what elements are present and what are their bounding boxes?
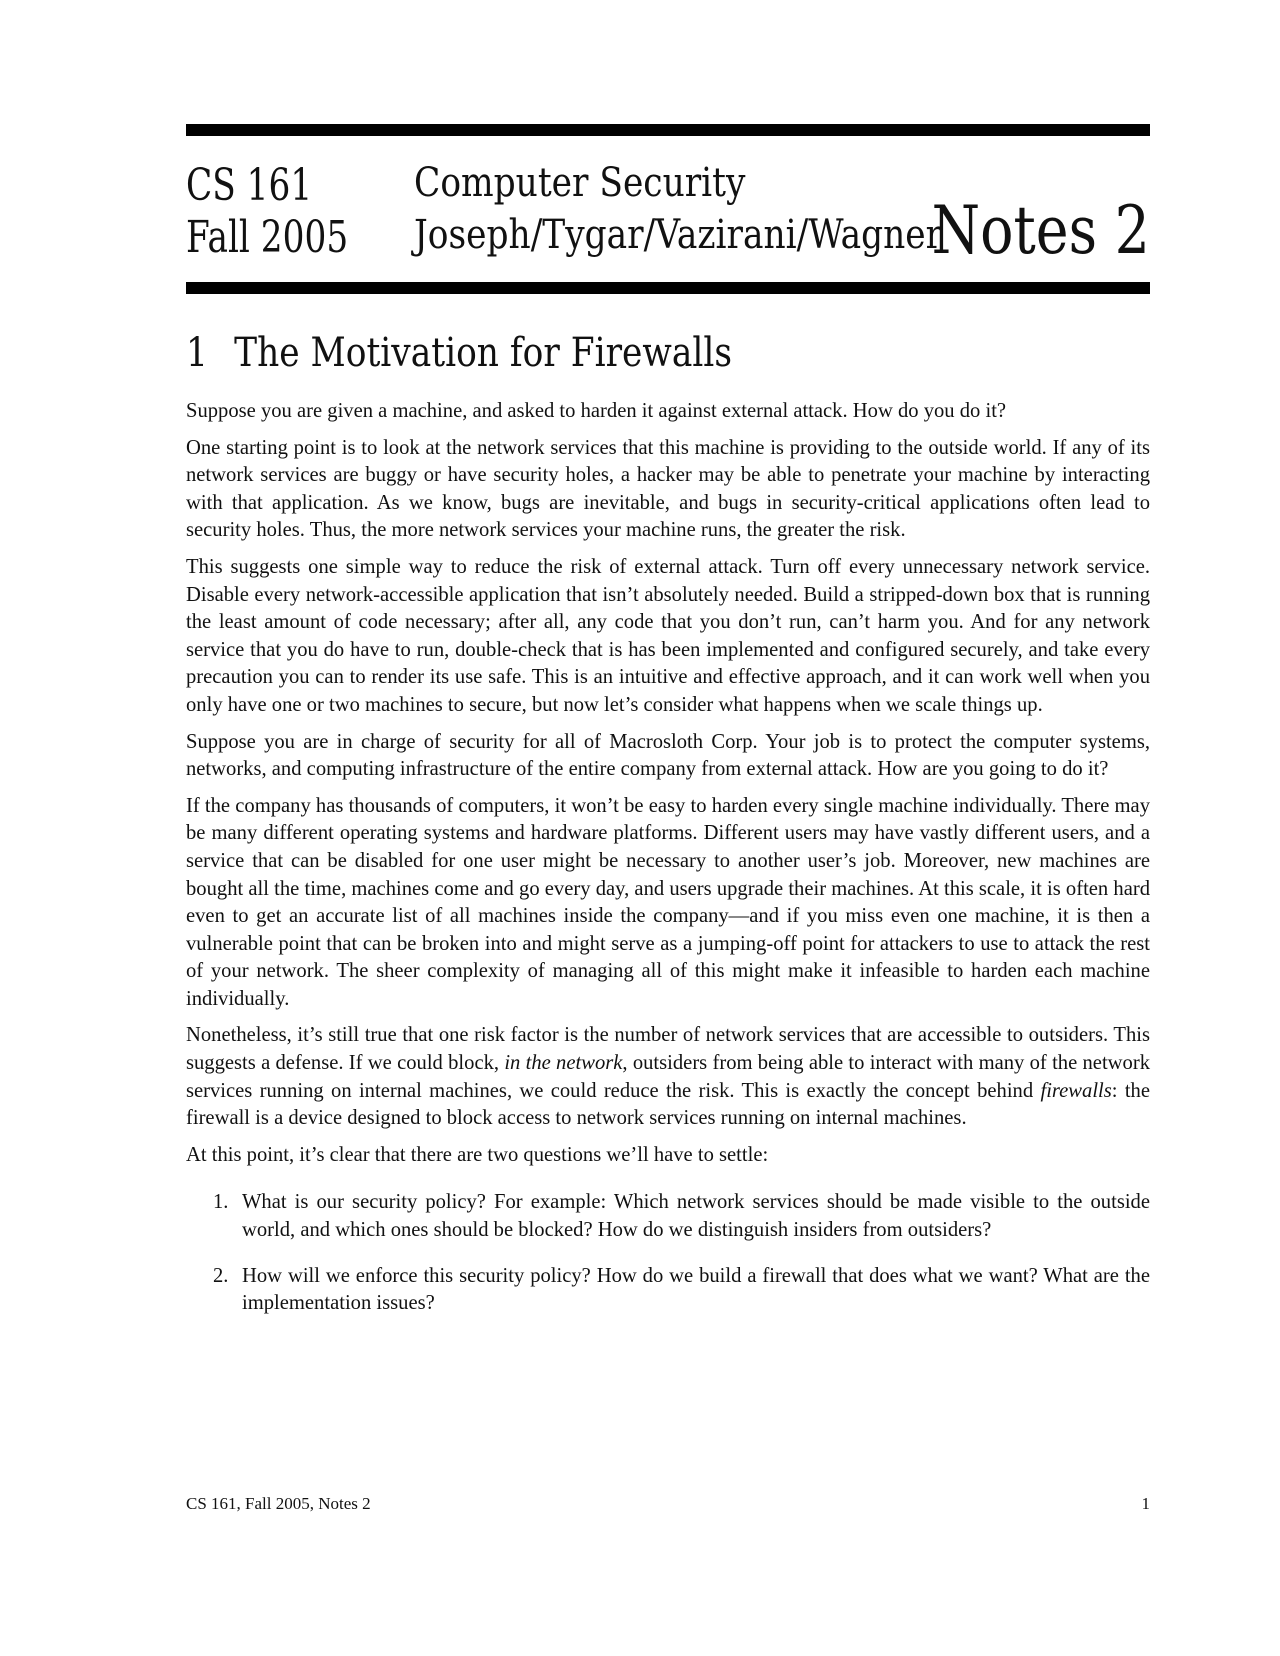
course-authors: Joseph/Tygar/Vazirani/Wagner [414,212,943,258]
paragraph-6-part-3: : the firewall is a device designed to block access to network services running on internal machines. [186,1079,1150,1130]
paragraph-4: Suppose you are in charge of security for all of Macrosloth Corp. Your job is to protect the computer systems, networks, and computing infrastructure of the entire company from external attack. How are you going to do it? [186,730,1150,781]
paragraph-6-part-1: Nonetheless, it’s still true that one risk factor is the number of network services that are accessible to outsiders. This suggests a defense. If we could block, [186,1024,1150,1075]
document-page [186,0,1150,1656]
emphasis-in-the-network: in the network [504,1052,623,1075]
paragraph-2: One starting point is to look at the network services that this machine is providing to the outside world. If any of its network services are buggy or have security holes, a hacker may be able to penetrate your machine by interacting with that application. As we know, bugs are inevitable, and bugs in security-critical applications often lead to security holes. Thus, the more network services your machine runs, the greater the risk. [186,436,1150,542]
list-item [186,1189,1150,1244]
header-bottom-rule [186,282,1150,294]
section-title: The Motivation for Firewalls [234,330,732,376]
course-code: CS 161 [186,160,313,211]
section-heading [186,330,732,376]
paragraph-7: At this point, it’s clear that there are two questions we’ll have to settle: [186,1143,769,1166]
list-item-text: How will we enforce this security policy? How do we build a firewall that does what we want? What are the implementation issues? [242,1264,1150,1315]
list-item-number: 2. [213,1264,229,1287]
paragraph-1: Suppose you are given a machine, and asked to harden it against external attack. How do you do it? [186,400,1007,422]
list-item-number: 1. [213,1191,229,1214]
paragraph-6-part-2: , outsiders from being able to interact with many of the network services running on internal machines, we could reduce the risk. This is exactly the concept behind [186,1052,1150,1102]
page-number: 1 [1141,1494,1150,1513]
header-top-rule [186,124,1150,136]
course-title: Computer Security [414,160,746,206]
emphasis-firewalls: firewalls [1040,1079,1112,1102]
paragraph-5: If the company has thousands of computers, it won’t be easy to harden every single machine individually. There may be many different operating systems and hardware platforms. Different users may have vastly different users, and a service that can be disabled for one user might be necessary to another user’s job. Moreover, new machines are bought all the time, machines come and go every day, and users upgrade their machines. At this scale, it is often hard even to get an accurate list of all machines inside the company—and if you miss even one machine, it is then a vulnerable point that can be broken into and might serve as a jumping-off point for attackers to use to attack the rest of your network. The sheer complexity of managing all of this might make it infeasible to harden each machine individually. [186,794,1150,1010]
list-item-text: What is our security policy? For example: Which network services should be made visible to the outside world, and which ones should be blocked? How do we distinguish insiders from outsiders? [242,1191,1150,1242]
paragraph-6 [186,1022,1150,1132]
body-text [186,398,1150,1336]
list-item [186,1263,1150,1318]
notes-number: Notes 2 [931,192,1150,269]
questions-list [186,1189,1150,1317]
footer-label: CS 161, Fall 2005, Notes 2 [186,1494,371,1513]
course-term: Fall 2005 [186,212,349,263]
section-number: 1 [186,330,208,376]
paragraph-3: This suggests one simple way to reduce the risk of external attack. Turn off every unnecessary network service. Disable every network-accessible application that isn’t absolutely needed. Build a stripped-down box that is running the least amount of code necessary; after all, any code that you don’t run, can’t harm you. And for any network service that you do have to run, double-check that is has been implemented and configured securely, and take every precaution you can to render its use safe. This is an intuitive and effective approach, and it can work well when you only have one or two machines to secure, but now let’s consider what happens when we scale things up. [186,555,1150,716]
